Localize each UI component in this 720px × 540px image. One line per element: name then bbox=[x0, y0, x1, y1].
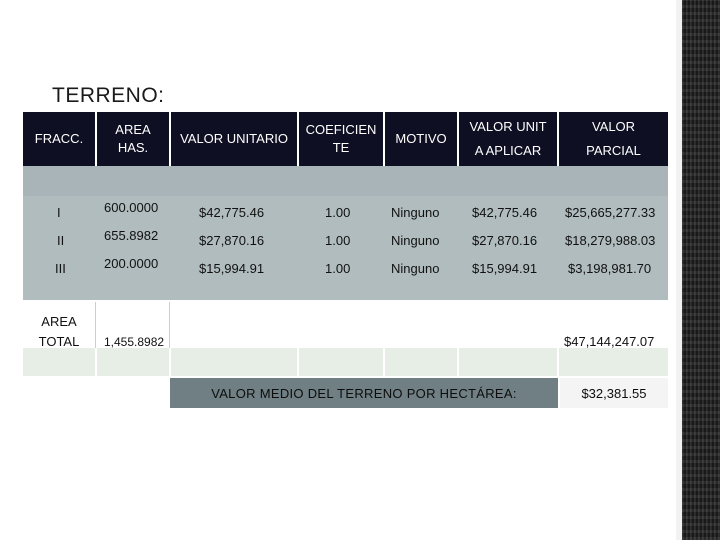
row-2-coeficiente: 1.00 bbox=[325, 233, 351, 248]
row-1-coeficiente: 1.00 bbox=[325, 205, 351, 220]
total-footer-band bbox=[23, 348, 668, 376]
header-divider bbox=[557, 112, 559, 166]
valor-medio-value: $32,381.55 bbox=[581, 385, 647, 401]
total-divider bbox=[169, 302, 170, 348]
row-3-valor-parcial: $3,198,981.70 bbox=[568, 261, 652, 276]
row-2-fracc: II bbox=[57, 233, 65, 248]
section-title: TERRENO: bbox=[52, 84, 165, 107]
header-coef-line2: TE bbox=[332, 140, 350, 155]
row-1-fracc: I bbox=[57, 205, 61, 220]
row-1-motivo: Ninguno bbox=[391, 205, 440, 220]
header-motivo: MOTIVO bbox=[395, 131, 447, 146]
header-divider bbox=[457, 112, 459, 166]
row-2-area: 655.8982 bbox=[104, 228, 159, 243]
header-valor-aplicar bbox=[459, 112, 557, 166]
row-3-coeficiente: 1.00 bbox=[325, 261, 351, 276]
valor-medio-label: VALOR MEDIO DEL TERRENO POR HECTÁREA: bbox=[211, 385, 517, 401]
total-label-line1: AREA bbox=[41, 314, 77, 329]
header-valor-unitario: VALOR UNITARIO bbox=[180, 131, 288, 146]
header-divider bbox=[383, 112, 385, 166]
row-1-valor-aplicar: $42,775.46 bbox=[472, 205, 538, 220]
header-coef-line1: COEFICIEN bbox=[305, 122, 377, 137]
total-label-line2: TOTAL bbox=[38, 334, 80, 349]
row-2-valor-unitario: $27,870.16 bbox=[199, 233, 265, 248]
row-2-valor-aplicar: $27,870.16 bbox=[472, 233, 538, 248]
total-divider bbox=[95, 302, 96, 348]
header-valor-parcial bbox=[559, 112, 668, 166]
header-vp-line1: VALOR bbox=[591, 119, 636, 134]
row-2-motivo: Ninguno bbox=[391, 233, 440, 248]
row-1-valor-parcial: $25,665,277.33 bbox=[565, 205, 656, 220]
header-divider bbox=[95, 112, 97, 166]
row-1-valor-unitario: $42,775.46 bbox=[199, 205, 265, 220]
row-2-valor-parcial: $18,279,988.03 bbox=[565, 233, 656, 248]
header-vp-line2: PARCIAL bbox=[586, 143, 641, 158]
header-fracc: FRACC. bbox=[34, 131, 84, 146]
row-1-area: 600.0000 bbox=[104, 200, 159, 215]
header-vua-line2: A APLICAR bbox=[474, 143, 542, 158]
header-area-line2: HAS. bbox=[117, 140, 149, 155]
header-divider bbox=[169, 112, 171, 166]
header-area bbox=[97, 112, 169, 166]
header-divider bbox=[297, 112, 299, 166]
header-coeficiente bbox=[299, 112, 383, 166]
row-3-motivo: Ninguno bbox=[391, 261, 440, 276]
row-3-valor-aplicar: $15,994.91 bbox=[472, 261, 538, 276]
header-area-line1: AREA bbox=[115, 122, 151, 137]
decorative-side-strip bbox=[676, 0, 720, 540]
total-area: 1,455.8982 bbox=[104, 335, 165, 349]
row-3-fracc: III bbox=[55, 261, 66, 276]
total-valor-parcial: $47,144,247.07 bbox=[564, 334, 655, 349]
header-vua-line1: VALOR UNIT bbox=[469, 119, 547, 134]
row-3-area: 200.0000 bbox=[104, 256, 159, 271]
row-3-valor-unitario: $15,994.91 bbox=[199, 261, 265, 276]
